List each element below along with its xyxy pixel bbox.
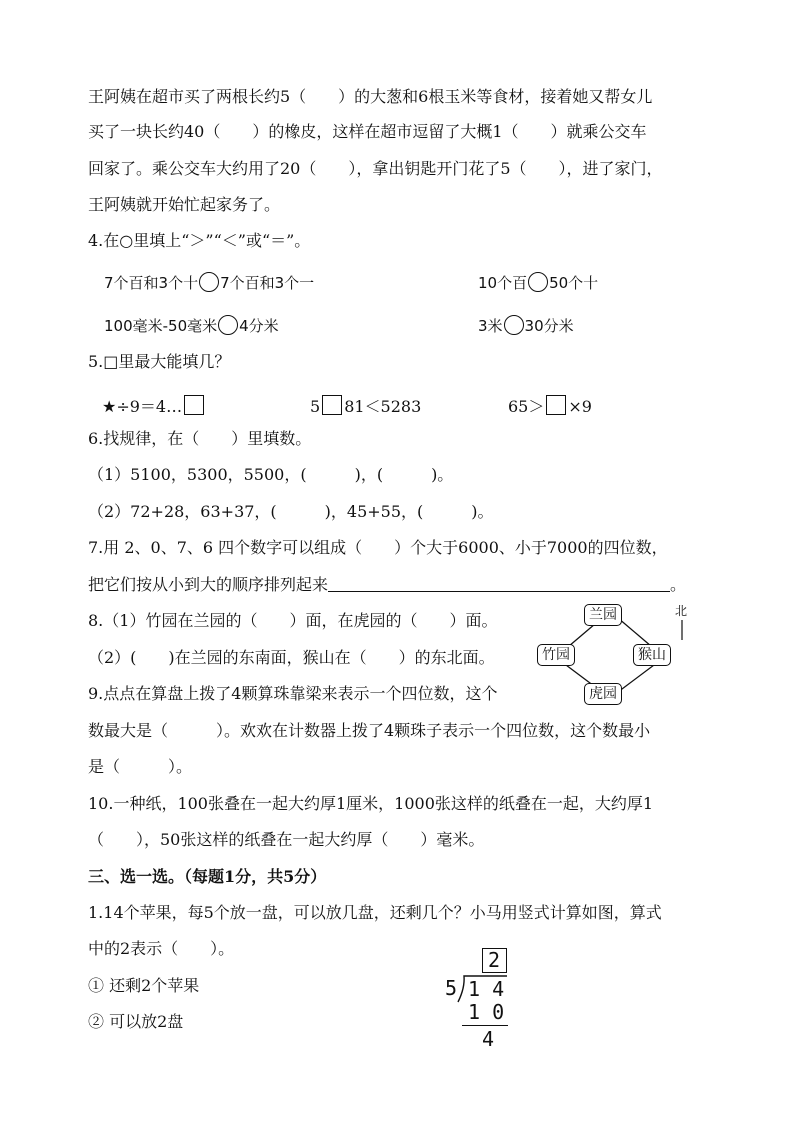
compare-circle[interactable] [218,315,238,335]
option-2[interactable]: ② 可以放2盘 [88,1012,184,1031]
q4-title: 4.在○里填上“＞”“＜”或“＝”。 [88,231,311,250]
product: 1 0 [468,1000,505,1024]
q9-line-3: 是（ ）。 [88,757,193,776]
map-zhuyuan: 竹园 [537,644,575,666]
divisor: 5 [445,976,458,1000]
q4-item-d: 3米 30分米 [478,317,574,335]
quotient: 2 [488,948,501,972]
answer-box[interactable] [546,395,566,415]
q5-item-a: ★÷9＝4… [102,395,206,418]
answer-box[interactable] [322,395,342,415]
q6-line-2: （2）72+28，63+37，( )，45+55，( )。 [88,502,494,521]
q8-line-2: （2）( )在兰园的东南面，猴山在（ ）的东北面。 [88,648,495,667]
option-1[interactable]: ① 还剩2个苹果 [88,976,200,995]
story-line-4: 王阿姨就开始忙起家务了。 [88,195,281,214]
answer-box[interactable] [184,395,204,415]
q8-line-1: 8.（1）竹园在兰园的（ ）面，在虎园的（ ）面。 [88,611,498,630]
answer-line[interactable] [328,575,670,592]
q9-line-2: 数最大是（ ）。欢欢在计数器上拨了4颗珠子表示一个四位数，这个数最小 [88,721,651,740]
map-huyuan: 虎园 [584,683,622,705]
s3q1-line-2: 中的2表示（ ）。 [88,939,235,958]
compare-circle[interactable] [199,272,219,292]
section-3-title: 三、选一选。（每题1分，共5分） [88,867,327,886]
map-lanyuan: 兰园 [584,604,622,626]
compare-circle[interactable] [528,272,548,292]
map-path [618,662,658,692]
q9-line-1: 9.点点在算盘上拨了4颗算珠靠梁来表示一个四位数，这个 [88,684,498,703]
story-line-3: 回家了。乘公交车大约用了20（ ），拿出钥匙开门花了5（ ），进了家门， [88,159,663,178]
q7-line-2: 把它们按从小到大的顺序排列起来 。 [88,575,687,594]
s3q1-line-1: 1.14个苹果，每5个放一盘，可以放几盘，还剩几个？小马用竖式计算如图，算式 [88,903,662,922]
q4-item-b: 10个百 50个十 [478,274,599,292]
q4-item-a: 7个百和3个十 7个百和3个一 [104,274,315,292]
q7-line-1: 7.用 2、0、7、6 四个数字可以组成（ ）个大于6000、小于7000的四位数， [88,538,668,557]
q4-item-c: 100毫米-50毫米 4分米 [104,317,279,335]
story-line-2: 买了一块长约40（ ）的橡皮，这样在超市逗留了大概1（ ）就乘公交车 [88,122,647,141]
story-line-1: 王阿姨在超市买了两根长约5（ ）的大葱和6根玉米等食材，接着她又帮女儿 [88,87,653,106]
q5-item-c: 65＞ ×9 [508,397,592,416]
q5-title: 5.□里最大能填几？ [88,352,231,371]
map-houshan: 猴山 [633,644,671,666]
q6-line-1: （1）5100，5300，5500，( )，( )。 [88,465,454,484]
subtraction-line [462,1025,508,1026]
q5-item-b: 5 81＜5283 [310,397,422,416]
q10-line-1: 10.一种纸，100张叠在一起大约厚1厘米，1000张这样的纸叠在一起，大约厚1 [88,794,654,813]
dividend: 1 4 [468,977,505,1001]
north-label: 北 [675,604,688,618]
remainder: 4 [482,1027,495,1051]
q10-line-2: （ ），50张这样的纸叠在一起大约厚（ ）毫米。 [88,830,485,849]
compare-circle[interactable] [504,315,524,335]
q6-title: 6.找规律，在（ ）里填数。 [88,429,312,448]
